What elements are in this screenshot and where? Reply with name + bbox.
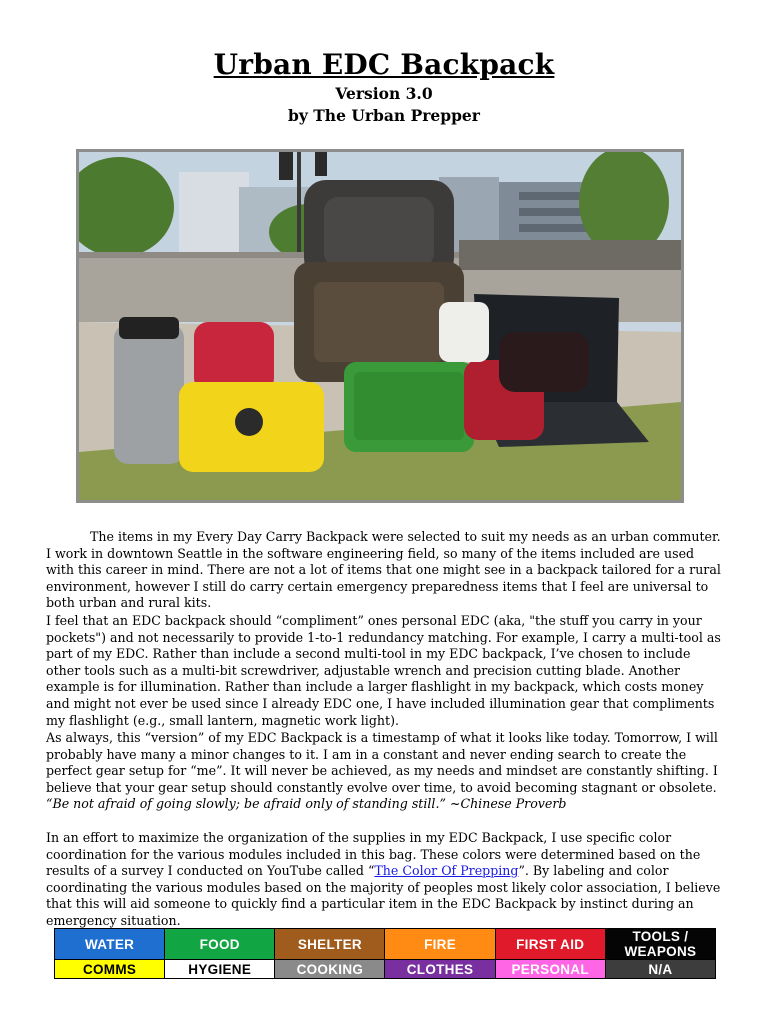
color-cell-fire: FIRE [385,929,495,960]
paragraph-color-text-after: ”. By labeling and color coordinating the various modules based on the majority of peoples most likely color association, I believe that this will aid someone to quickly find a particular item in the EDC Backpack by instinct during an emergency situation. [46,863,721,928]
color-cell-cooking: COOKING [275,960,385,979]
paragraph-color-text-before: In an effort to maximize the organization of the supplies in my EDC Backpack, I use specific color coordination for the various modules included in this bag. These colors were determined based on the results of a survey I conducted on YouTube called “ [46,830,701,879]
version-label: Version 3.0 [335,84,433,103]
paragraph-version-text: As always, this “version” of my EDC Backpack is a timestamp of what it looks like today. Tomorrow, I will probably have many a minor changes to it. I am in a constant and never ending search to create the perfect gear setup for “me”. It will never be achieved, as my needs and mindset are constantly shifting. I believe that your gear setup should constantly evolve over time, to avoid becoming stagnant or obsolete. [46,730,718,795]
color-of-prepping-link[interactable]: The Color Of Prepping [374,863,519,879]
color-cell-tools-weapons: TOOLS / WEAPONS [605,929,715,960]
color-cell-clothes: CLOTHES [385,960,495,979]
paragraph-color-coordination [46,830,726,930]
color-cell-n-a: N/A [605,960,715,979]
photo-icon [79,152,681,500]
color-cell-water: WATER [55,929,165,960]
page-title: Urban EDC Backpack [213,48,555,81]
color-cell-personal: PERSONAL [495,960,605,979]
paragraph-compliment: I feel that an EDC backpack should “compliment” ones personal EDC (aka, "the stuff you carry in your pockets") and not necessarily to provide 1-to-1 redundancy matching. For example, I carry a multi-tool as part of my EDC. Rather than include a second multi-tool in my EDC backpack, I’ve chosen to include other tools such as a multi-bit screwdriver, adjustable wrench and precision cutting blade. Another example is for illumination. Rather than include a larger flashlight in my backpack, which costs money and might not ever be used since I already EDC one, I have included illumination gear that compliments my flashlight (e.g., small lantern, magnetic work light). [46,613,721,728]
color-row [55,929,716,960]
color-cell-comms: COMMS [55,960,165,979]
paragraph-intro-text: The items in my Every Day Carry Backpack were selected to suit my needs as an urban commuter. I work in downtown Seattle in the software engineering field, so many of the items included are used with this career in mind. There are not a lot of items that one might see in a backpack tailored for a rural environment, however I still do carry certain emergency preparedness items that I feel are universal to both urban and rural kits. [46,529,721,611]
color-cell-food: FOOD [165,929,275,960]
paragraph-version [46,730,726,813]
color-coding-table [54,928,716,979]
backpack-photo [76,149,684,503]
author-byline: by The Urban Prepper [288,106,480,125]
color-row [55,960,716,979]
paragraph-intro [46,529,726,612]
color-cell-shelter: SHELTER [275,929,385,960]
proverb-quote: “Be not afraid of going slowly; be afraid only of standing still.” ~Chinese Proverb [46,796,567,812]
color-cell-first-aid: FIRST AID [495,929,605,960]
color-cell-hygiene: HYGIENE [165,960,275,979]
